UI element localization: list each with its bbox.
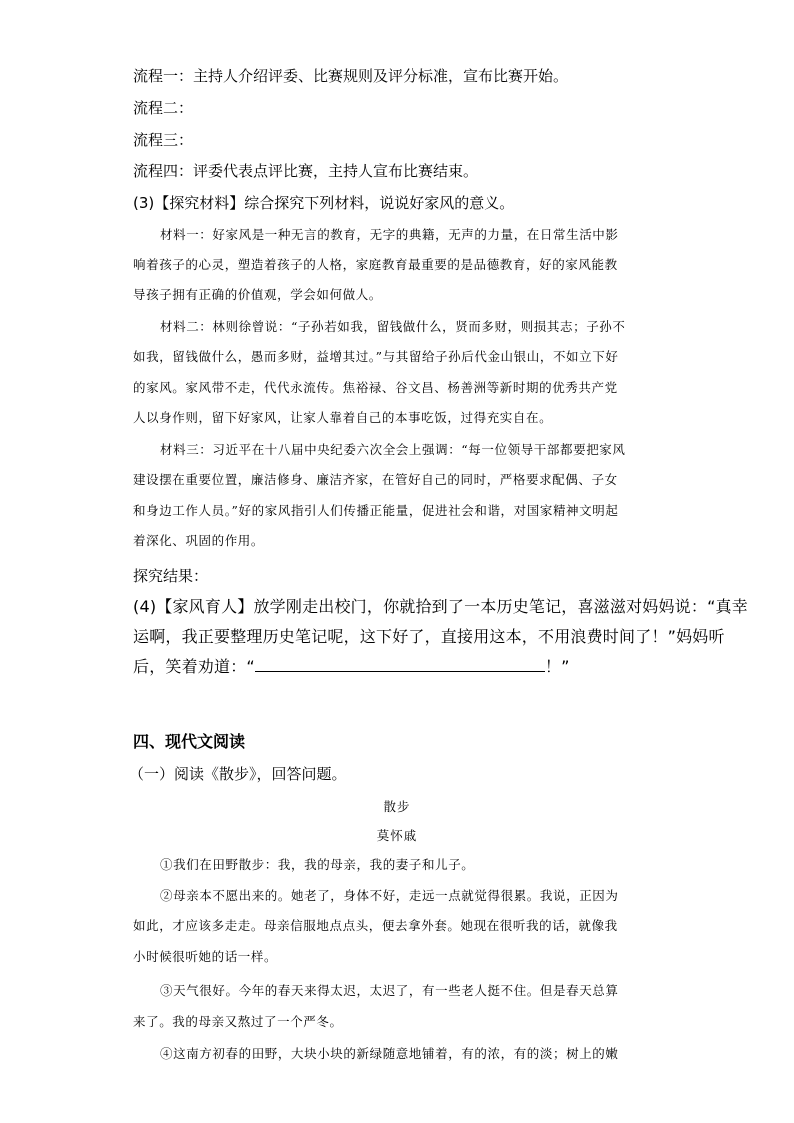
question-4-suffix: ！” (544, 657, 570, 676)
question-4-prefix: 后，笑着劝道：“ (133, 657, 255, 676)
flow-step-2: 流程二： (133, 99, 194, 117)
passage-paragraph-line: ③天气很好。今年的春天来得太迟，太迟了，有一些老人挺不住。但是春天总算 (160, 983, 619, 998)
material-2-line: 如我，留钱做什么，愚而多财，益增其过。”与其留给子孙后代金山银山，不如立下好 (133, 349, 619, 364)
passage-author: 莫怀戚 (376, 828, 418, 843)
material-2-line: 的家风。家风带不走，代代永流传。焦裕禄、谷文昌、杨善洲等新时期的优秀共产党 (133, 380, 618, 395)
answer-blank[interactable] (255, 657, 545, 672)
material-1-line: 导孩子拥有正确的价值观，学会如何做人。 (133, 287, 382, 302)
section-subheading: （一）阅读《散步》，回答问题。 (129, 765, 347, 783)
passage-paragraph-line: 来了。我的母亲又熬过了一个严冬。 (133, 1014, 343, 1029)
material-2-line: 材料二：林则徐曾说：“子孙若如我，留钱做什么，贤而多财，则损其志；子孙不 (160, 319, 626, 334)
flow-step-4: 流程四：评委代表点评比赛，主持人宣布比赛结束。 (133, 162, 479, 180)
passage-paragraph-line: ①我们在田野散步：我，我的母亲，我的妻子和儿子。 (160, 857, 475, 872)
material-3-line: 建设摆在重要位置，廉洁修身、廉洁齐家，在管好自己的同时，严格要求配偶、子女 (133, 472, 618, 487)
question-4-line: (4)【家风育人】放学刚走出校门，你就拾到了一本历史笔记，喜滋滋对妈妈说：“真幸 (133, 597, 748, 616)
passage-paragraph-line: 小时候很听她的话一样。 (133, 949, 278, 964)
flow-step-3: 流程三： (133, 131, 194, 149)
question-4-line: 运啊，我正要整理历史笔记呢，这下好了，直接用这本，不用浪费时间了！”妈妈听 (133, 627, 725, 646)
section-heading: 四、现代文阅读 (133, 732, 246, 751)
passage-title: 散步 (383, 799, 411, 814)
question-4-answer-line (133, 657, 663, 677)
passage-paragraph-line: ②母亲本不愿出来的。她老了，身体不好，走远一点就觉得很累。我说，正因为 (160, 888, 619, 903)
material-3-line: 材料三：习近平在十八届中央纪委六次全会上强调：“每一位领导干部都要把家风 (160, 442, 626, 457)
flow-step-1: 流程一：主持人介绍评委、比赛规则及评分标准，宣布比赛开始。 (133, 67, 569, 85)
question-3-prompt: (3)【探究材料】综合探究下列材料，说说好家风的意义。 (133, 194, 515, 212)
material-2-line: 人以身作则，留下好家风，让家人靠着自己的本事吃饭，过得充实自在。 (133, 410, 553, 425)
passage-paragraph-line: 如此，才应该多走走。母亲信服地点点头，便去拿外套。她现在很听我的话，就像我 (133, 918, 618, 933)
passage-paragraph-line: ④这南方初春的田野，大块小块的新绿随意地铺着，有的浓，有的淡；树上的嫩 (160, 1046, 619, 1061)
material-3-line: 和身边工作人员。”好的家风指引人们传播正能量，促进社会和谐，对国家精神文明起 (133, 503, 619, 518)
material-1-line: 响着孩子的心灵，塑造着孩子的人格，家庭教育最重要的是品德教育，好的家风能教 (133, 257, 618, 272)
material-3-line: 着深化、巩固的作用。 (133, 533, 265, 548)
material-1-line: 材料一：好家风是一种无言的教育，无字的典籍，无声的力量，在日常生活中影 (160, 227, 619, 242)
result-label: 探究结果： (133, 567, 209, 585)
